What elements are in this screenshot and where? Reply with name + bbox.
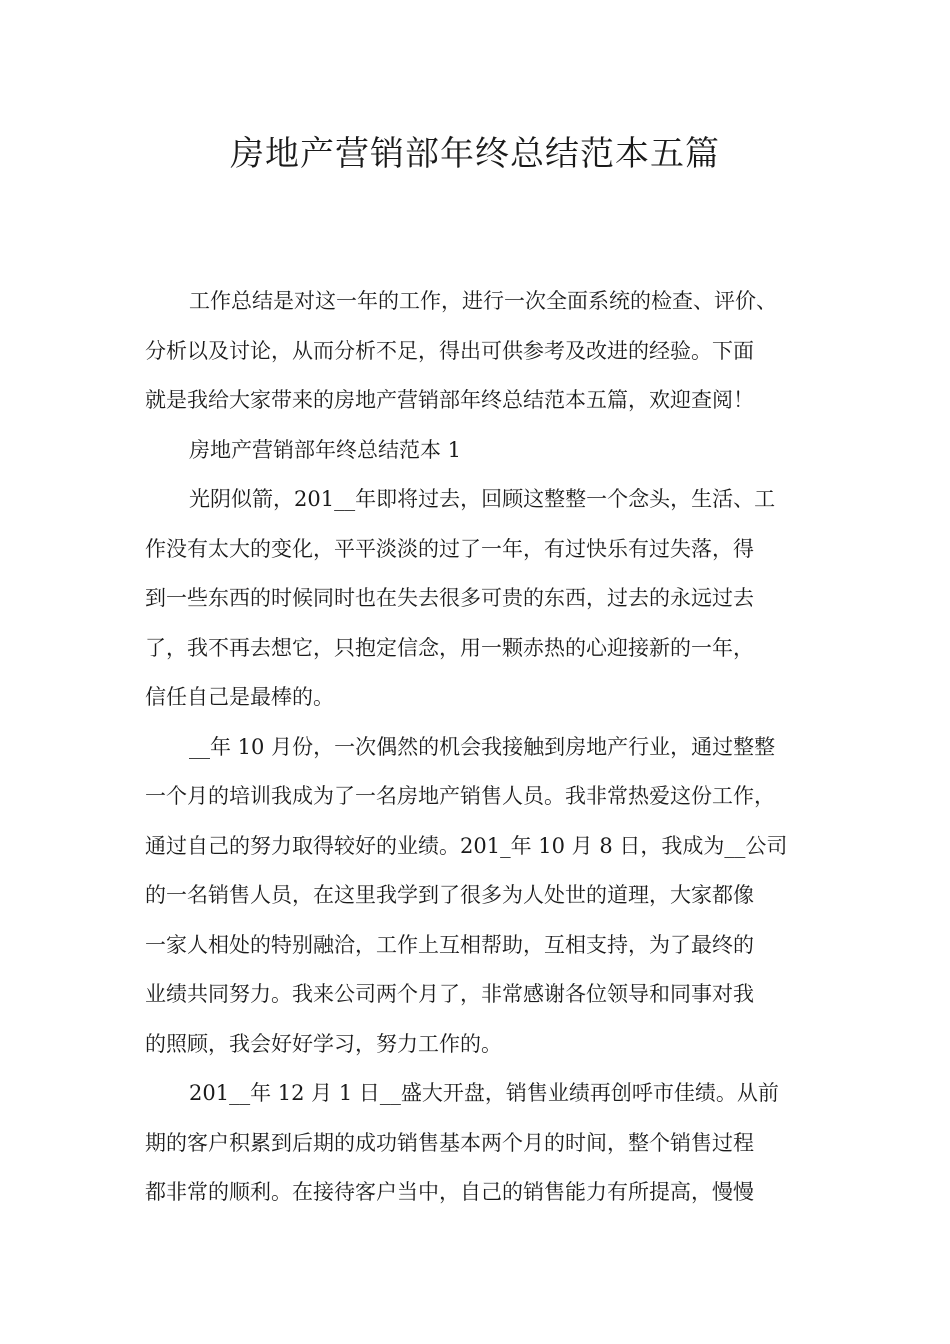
text-line: 201__年 12 月 1 日__盛大开盘，销售业绩再创呼市佳绩。从前 [189, 1081, 779, 1105]
text-line: 作没有太大的变化，平平淡淡的过了一年，有过快乐有过失落，得 [145, 536, 754, 561]
text-line: 就是我给大家带来的房地产营销部年终总结范本五篇，欢迎查阅！ [145, 388, 754, 412]
text-line: 的一名销售人员，在这里我学到了很多为人处世的道理，大家都像 [145, 883, 754, 907]
text-line: 一个月的培训我成为了一名房地产销售人员。我非常热爱这份工作， [145, 784, 775, 808]
text-line: 一家人相处的特别融洽，工作上互相帮助，互相支持，为了最终的 [145, 932, 754, 957]
text-line: 信任自己是最棒的。 [145, 685, 334, 709]
text-line: 到一些东西的时候同时也在失去很多可贵的东西，过去的永远过去 [145, 586, 754, 610]
text-line: 光阴似箭，201__年即将过去，回顾这整整一个念头，生活、工 [189, 487, 776, 511]
text-line: 工作总结是对这一年的工作，进行一次全面系统的检查、评价、 [189, 289, 777, 313]
text-line: 的照顾，我会好好学习，努力工作的。 [145, 1031, 502, 1056]
text-line: __年 10 月份，一次偶然的机会我接触到房地产行业，通过整整 [189, 734, 776, 759]
document-title: 房地产营销部年终总结范本五篇 [230, 134, 720, 174]
text-line: 期的客户积累到后期的成功销售基本两个月的时间，整个销售过程 [145, 1130, 754, 1155]
text-line: 了，我不再去想它，只抱定信念，用一颗赤热的心迎接新的一年， [145, 635, 754, 660]
section-heading: 房地产营销部年终总结范本 1 [189, 437, 462, 462]
text-line: 分析以及讨论，从而分析不足，得出可供参考及改进的经验。下面 [145, 338, 754, 363]
text-line: 业绩共同努力。我来公司两个月了，非常感谢各位领导和同事对我 [145, 982, 754, 1006]
document-body [145, 277, 835, 1218]
text-line: 都非常的顺利。在接待客户当中，自己的销售能力有所提高，慢慢 [145, 1180, 754, 1204]
text-line: 通过自己的努力取得较好的业绩。201_年 10 月 8 日，我成为__公司 [145, 833, 788, 858]
